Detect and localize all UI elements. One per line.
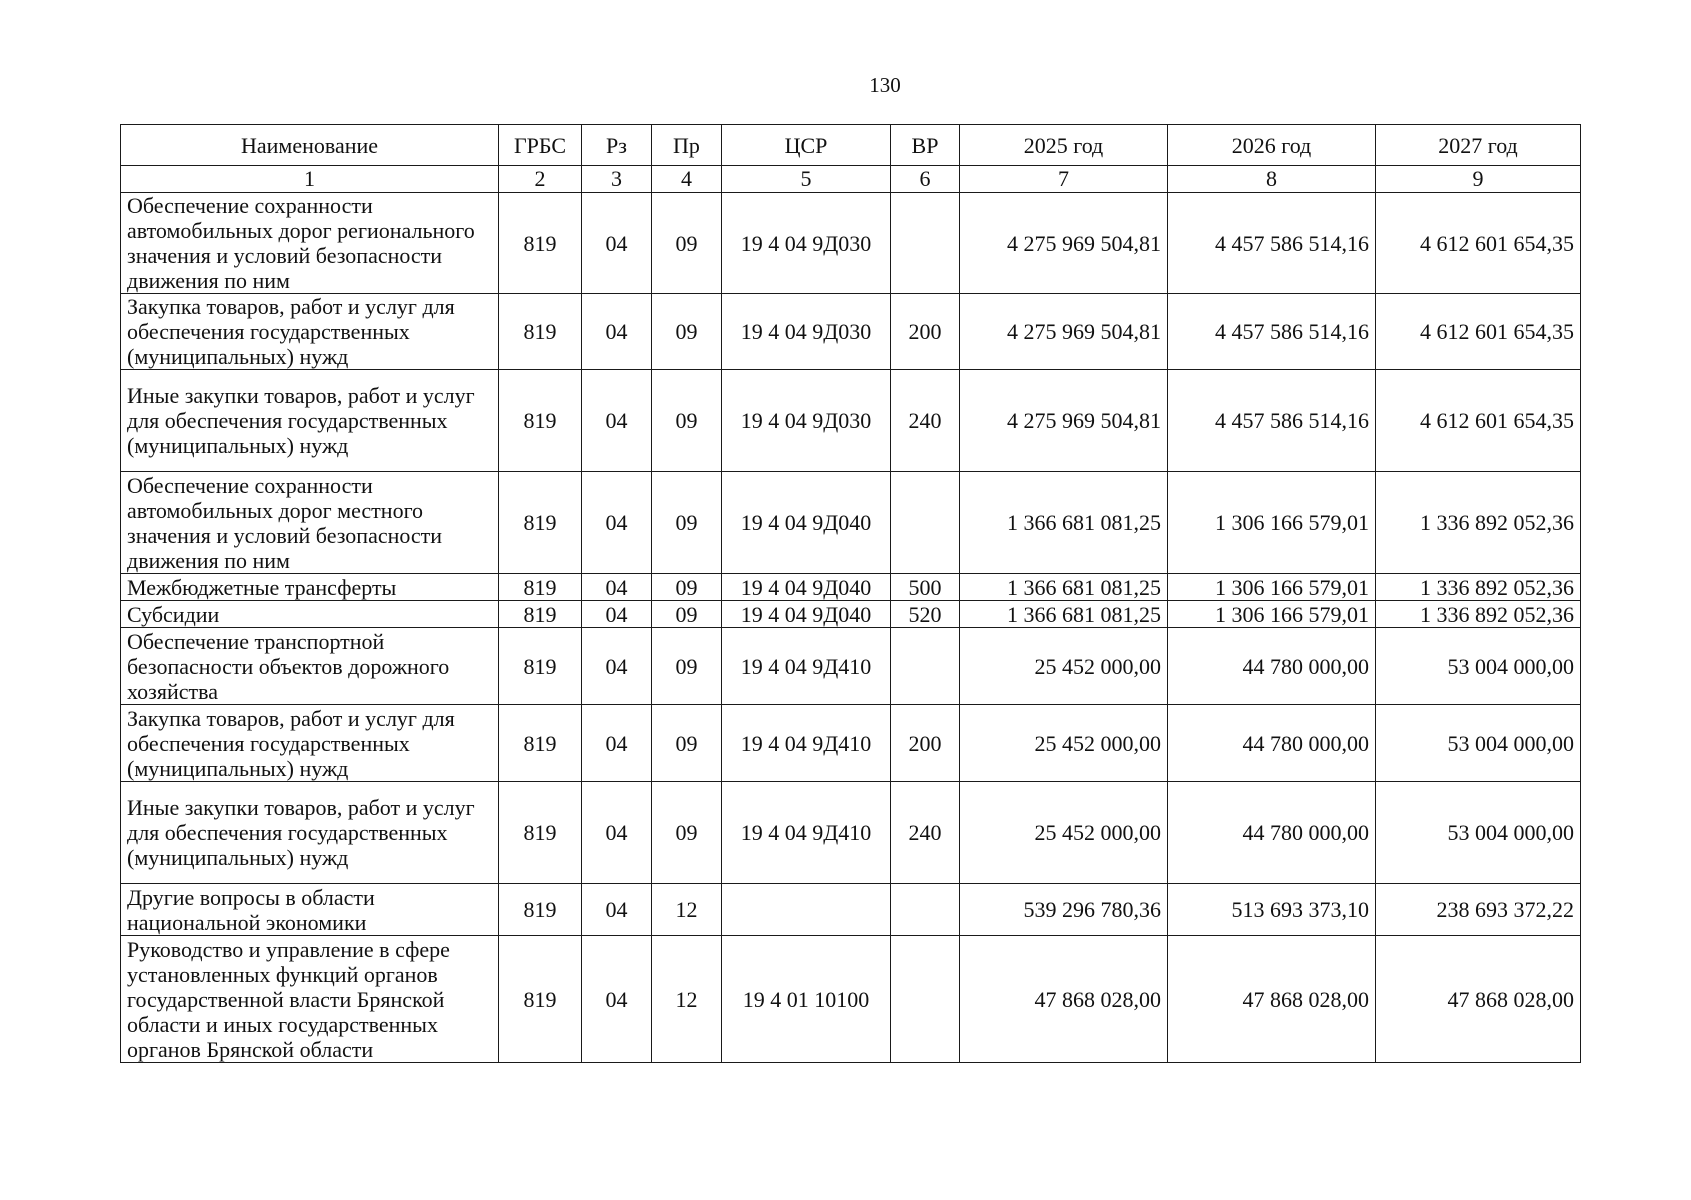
row-name: Закупка товаров, работ и услуг для обеспечения государственных (муниципальных) нужд [121,705,499,782]
row-rz: 04 [582,193,652,294]
row-rz: 04 [582,884,652,936]
index-cell: 1 [121,166,499,193]
row-2025: 47 868 028,00 [960,936,1168,1063]
row-pr: 09 [652,370,722,472]
row-rz: 04 [582,472,652,574]
row-grbs: 819 [499,705,582,782]
row-pr: 09 [652,705,722,782]
header-vr: ВР [891,125,960,166]
row-vr: 200 [891,294,960,370]
row-2026: 1 306 166 579,01 [1168,472,1376,574]
header-csr: ЦСР [722,125,891,166]
table-row [121,193,1581,294]
row-pr: 09 [652,193,722,294]
row-2027: 238 693 372,22 [1376,884,1581,936]
index-cell: 7 [960,166,1168,193]
row-2025: 25 452 000,00 [960,628,1168,705]
row-grbs: 819 [499,936,582,1063]
row-name: Другие вопросы в области национальной экономики [121,884,499,936]
page-number: 130 [869,73,901,97]
row-vr [891,884,960,936]
row-2025: 4 275 969 504,81 [960,294,1168,370]
table-row [121,370,1581,472]
row-name: Закупка товаров, работ и услуг для обеспечения государственных (муниципальных) нужд [121,294,499,370]
row-csr: 19 4 04 9Д410 [722,782,891,884]
row-vr: 240 [891,370,960,472]
row-2025: 25 452 000,00 [960,705,1168,782]
row-name: Субсидии [121,601,499,628]
row-rz: 04 [582,601,652,628]
row-pr: 12 [652,936,722,1063]
row-csr: 19 4 04 9Д410 [722,705,891,782]
row-vr [891,472,960,574]
row-2027: 4 612 601 654,35 [1376,193,1581,294]
row-pr: 09 [652,294,722,370]
row-csr [722,884,891,936]
row-2027: 4 612 601 654,35 [1376,294,1581,370]
row-vr: 520 [891,601,960,628]
row-csr: 19 4 04 9Д030 [722,370,891,472]
row-2027: 1 336 892 052,36 [1376,601,1581,628]
table-row [121,294,1581,370]
index-cell: 4 [652,166,722,193]
row-2027: 4 612 601 654,35 [1376,370,1581,472]
row-2027: 53 004 000,00 [1376,782,1581,884]
row-2026: 513 693 373,10 [1168,884,1376,936]
row-2026: 4 457 586 514,16 [1168,193,1376,294]
row-rz: 04 [582,628,652,705]
index-cell: 5 [722,166,891,193]
header-name: Наименование [121,125,499,166]
row-rz: 04 [582,294,652,370]
row-2027: 53 004 000,00 [1376,628,1581,705]
row-grbs: 819 [499,884,582,936]
row-name: Обеспечение сохранности автомобильных дорог регионального значения и условий безопасности движения по ним [121,193,499,294]
table-row [121,472,1581,574]
row-csr: 19 4 01 10100 [722,936,891,1063]
row-2026: 44 780 000,00 [1168,782,1376,884]
table-row [121,884,1581,936]
row-2027: 1 336 892 052,36 [1376,472,1581,574]
row-csr: 19 4 04 9Д040 [722,601,891,628]
row-rz: 04 [582,782,652,884]
table-row [121,628,1581,705]
table-index-row [121,166,1581,193]
row-vr: 500 [891,574,960,601]
row-grbs: 819 [499,628,582,705]
row-rz: 04 [582,705,652,782]
row-2026: 44 780 000,00 [1168,628,1376,705]
row-2026: 4 457 586 514,16 [1168,370,1376,472]
row-pr: 09 [652,601,722,628]
table-row [121,782,1581,884]
row-grbs: 819 [499,601,582,628]
row-2025: 25 452 000,00 [960,782,1168,884]
header-2025: 2025 год [960,125,1168,166]
table-row [121,574,1581,601]
index-cell: 2 [499,166,582,193]
header-pr: Пр [652,125,722,166]
row-2026: 1 306 166 579,01 [1168,574,1376,601]
row-pr: 09 [652,472,722,574]
row-2026: 1 306 166 579,01 [1168,601,1376,628]
row-name: Иные закупки товаров, работ и услуг для обеспечения государственных (муниципальных) нужд [121,782,499,884]
row-vr [891,936,960,1063]
row-vr [891,628,960,705]
row-rz: 04 [582,574,652,601]
row-vr: 200 [891,705,960,782]
row-2025: 4 275 969 504,81 [960,370,1168,472]
row-pr: 09 [652,782,722,884]
header-rz: Рз [582,125,652,166]
table-row [121,936,1581,1063]
row-2025: 1 366 681 081,25 [960,574,1168,601]
table-header-row [121,125,1581,166]
row-pr: 12 [652,884,722,936]
row-vr: 240 [891,782,960,884]
row-csr: 19 4 04 9Д030 [722,193,891,294]
row-2025: 539 296 780,36 [960,884,1168,936]
row-grbs: 819 [499,782,582,884]
table-row [121,705,1581,782]
row-name: Обеспечение транспортной безопасности объектов дорожного хозяйства [121,628,499,705]
row-rz: 04 [582,370,652,472]
row-2026: 47 868 028,00 [1168,936,1376,1063]
row-csr: 19 4 04 9Д040 [722,574,891,601]
header-grbs: ГРБС [499,125,582,166]
row-grbs: 819 [499,370,582,472]
header-2026: 2026 год [1168,125,1376,166]
row-2025: 1 366 681 081,25 [960,472,1168,574]
row-2025: 4 275 969 504,81 [960,193,1168,294]
row-2025: 1 366 681 081,25 [960,601,1168,628]
row-name: Межбюджетные трансферты [121,574,499,601]
row-name: Руководство и управление в сфере установленных функций органов государственной власти Брянской области и иных государственных органов Брянской области [121,936,499,1063]
row-grbs: 819 [499,472,582,574]
row-name: Обеспечение сохранности автомобильных дорог местного значения и условий безопасности движения по ним [121,472,499,574]
row-pr: 09 [652,574,722,601]
header-2027: 2027 год [1376,125,1581,166]
row-2026: 4 457 586 514,16 [1168,294,1376,370]
row-pr: 09 [652,628,722,705]
index-cell: 8 [1168,166,1376,193]
row-grbs: 819 [499,574,582,601]
index-cell: 3 [582,166,652,193]
row-2026: 44 780 000,00 [1168,705,1376,782]
table-row [121,601,1581,628]
index-cell: 6 [891,166,960,193]
row-2027: 1 336 892 052,36 [1376,574,1581,601]
budget-table [120,124,1581,1063]
row-name: Иные закупки товаров, работ и услуг для обеспечения государственных (муниципальных) нужд [121,370,499,472]
row-2027: 47 868 028,00 [1376,936,1581,1063]
row-csr: 19 4 04 9Д040 [722,472,891,574]
row-csr: 19 4 04 9Д030 [722,294,891,370]
row-2027: 53 004 000,00 [1376,705,1581,782]
row-rz: 04 [582,936,652,1063]
index-cell: 9 [1376,166,1581,193]
row-csr: 19 4 04 9Д410 [722,628,891,705]
row-grbs: 819 [499,193,582,294]
row-vr [891,193,960,294]
row-grbs: 819 [499,294,582,370]
